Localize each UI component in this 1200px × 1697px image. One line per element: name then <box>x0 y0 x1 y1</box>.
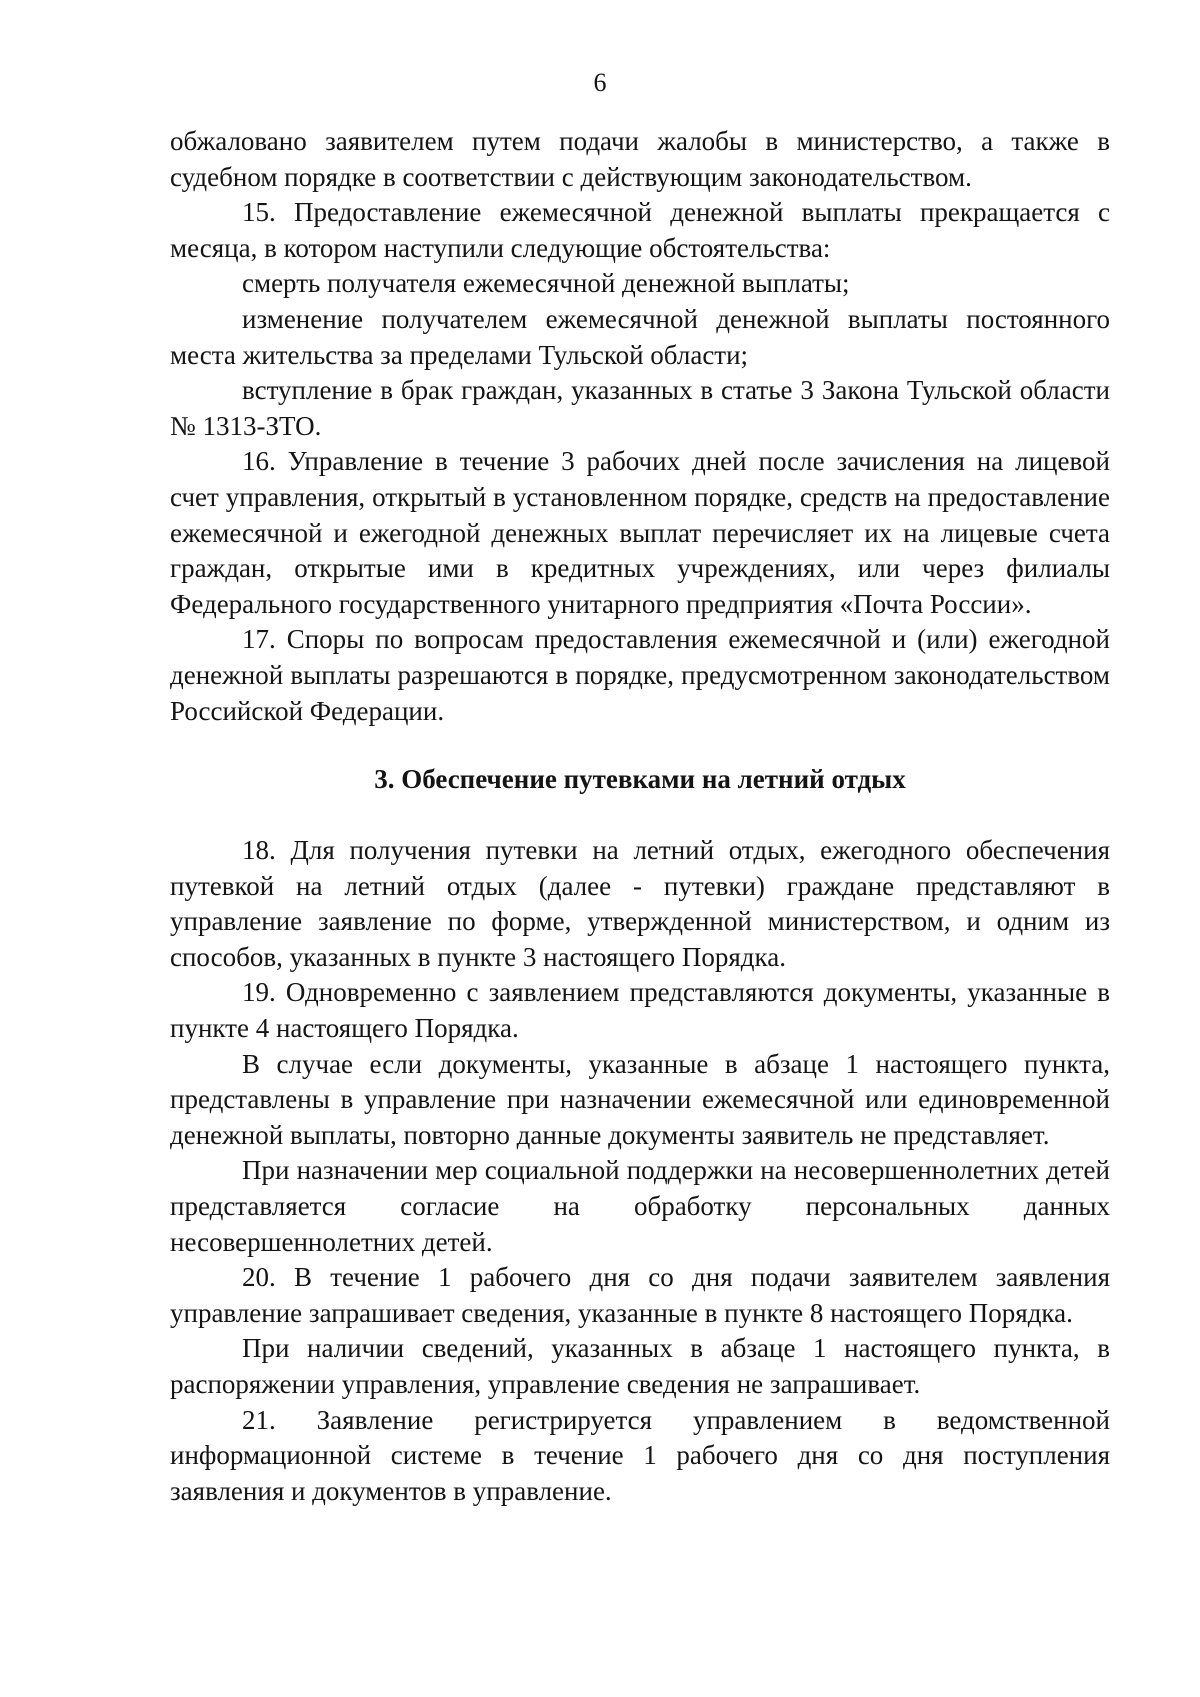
paragraph-clause-20-part-2: При наличии сведений, указанных в абзаце 1 настоящего пункта, в распоряжении управления, управление сведения не запрашивает. <box>170 1333 1110 1399</box>
paragraph-continuation: обжаловано заявителем путем подачи жалобы в министерство, а также в судебном порядке в соответствии с действующим законодательством. <box>170 126 1110 192</box>
paragraph-clause-19-part-2: В случае если документы, указанные в абзаце 1 настоящего пункта, представлены в управление при назначении ежемесячной или единовременной денежной выплаты, повторно данные документы заявитель не представляет. <box>170 1048 1110 1150</box>
paragraph-clause-18: 18. Для получения путевки на летний отдых, ежегодного обеспечения путевкой на летний отдых (далее - путевки) граждане представляют в управление заявление по форме, утвержденной министерством, и одним из способов, указанных в пункте 3 настоящего Порядка. <box>170 835 1110 972</box>
paragraph-clause-19: 19. Одновременно с заявлением представляются документы, указанные в пункте 4 настоящего Порядка. <box>170 977 1110 1044</box>
page-number: 6 <box>593 68 607 97</box>
section-heading: 3. Обеспечение путевками на летний отдых <box>374 764 906 795</box>
paragraph-clause-21: 21. Заявление регистрируется управлением в ведомственной информационной системе в течение 1 рабочего дня со дня поступления заявления и документов в управление. <box>170 1404 1110 1506</box>
paragraph-clause-15-item-2: изменение получателем ежемесячной денежной выплаты постоянного места жительства за пределами Тульской области; <box>170 303 1110 370</box>
paragraph-clause-16: 16. Управление в течение 3 рабочих дней после зачисления на лицевой счет управления, открытый в установленном порядке, средств на предоставление ежемесячной и ежегодной денежных выплат перечисляет их на лицевые счета граждан, открытые ими в кредитных учреждениях, или через филиалы Федерального государственного унитарного предприятия «Почта России». <box>170 446 1110 619</box>
paragraph-clause-15-item-1: смерть получателя ежемесячной денежной выплаты; <box>242 268 850 299</box>
paragraph-clause-15: 15. Предоставление ежемесячной денежной выплаты прекращается с месяца, в котором наступили следующие обстоятельства: <box>170 197 1110 263</box>
paragraph-clause-17: 17. Споры по вопросам предоставления ежемесячной и (или) ежегодной денежной выплаты разрешаются в порядке, предусмотренном законодательством Российской Федерации. <box>170 624 1110 726</box>
paragraph-clause-20: 20. В течение 1 рабочего дня со дня подачи заявителем заявления управление запрашивает сведения, указанные в пункте 8 настоящего Порядка. <box>170 1262 1110 1328</box>
document-body <box>170 124 1110 1509</box>
paragraph-clause-15-item-3: вступление в брак граждан, указанных в статье 3 Закона Тульской области № 1313-ЗТО. <box>170 375 1110 441</box>
paragraph-clause-19-part-3: При назначении мер социальной поддержки на несовершеннолетних детей представляется согласие на обработку персональных данных несовершеннолетних детей. <box>170 1155 1110 1257</box>
